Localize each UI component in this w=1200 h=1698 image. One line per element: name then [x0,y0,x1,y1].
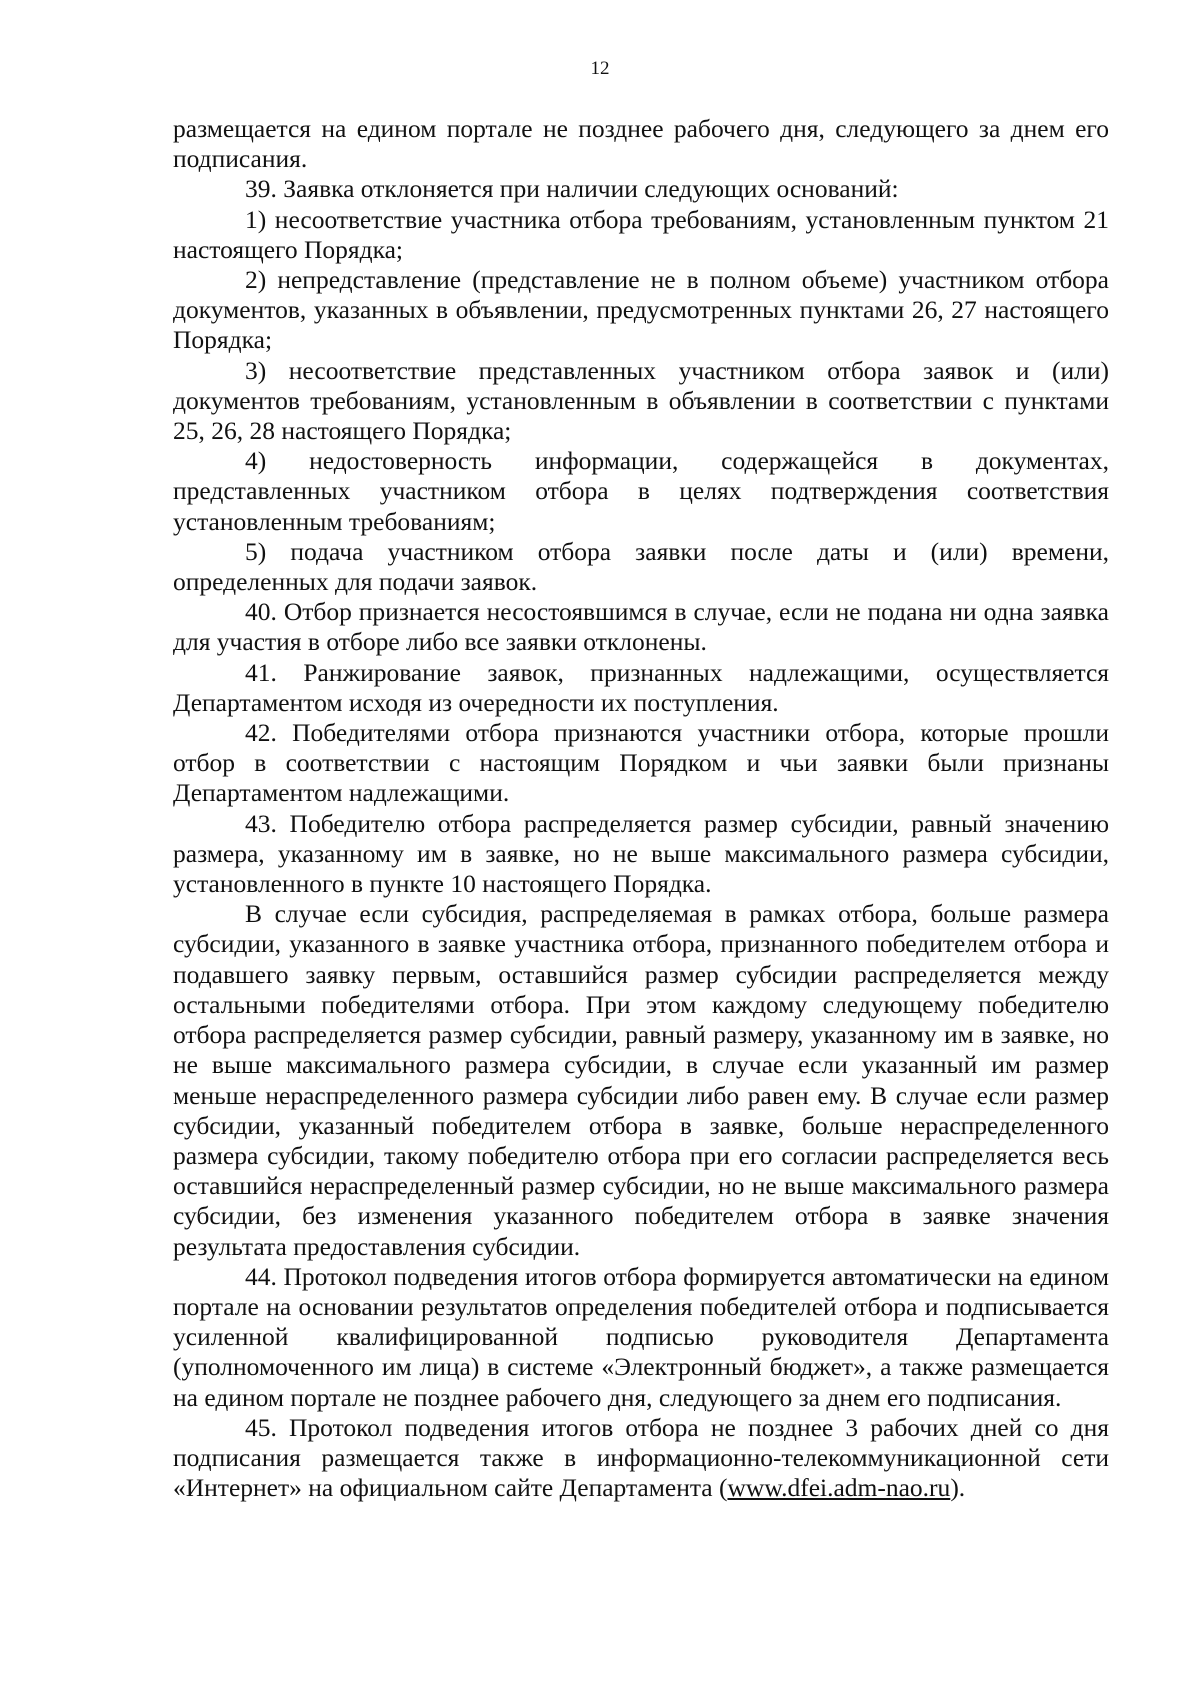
paragraph-45-text: 45. Протокол подведения итогов отбора не позднее 3 рабочих дней со дня подписания размещается также в информационно-телекоммуникационной сети «Интернет» на официальном сайте Департамента ( [173,1412,1109,1503]
page-number: 12 [590,58,610,79]
paragraph-39-item-2: 2) непредставление (представление не в полном объеме) участником отбора документов, указанных в объявлении, предусмотренных пунктами 26, 27 настоящего Порядка; [173,265,1109,355]
paragraph-39: 39. Заявка отклоняется при наличии следующих оснований: [245,174,899,204]
paragraph-42: 42. Победителями отбора признаются участники отбора, которые прошли отбор в соответствии с настоящим Порядком и чьи заявки были признаны Департаментом надлежащими. [173,718,1109,808]
paragraph-43: 43. Победителю отбора распределяется размер субсидии, равный значению размера, указанному им в заявке, но не выше максимального размера субсидии, установленного в пункте 10 настоящего Порядка. [173,808,1109,899]
paragraph-45-ending: ). [950,1473,966,1503]
paragraph-continuation: размещается на едином портале не позднее рабочего дня, следующего за днем его подписания. [173,114,1109,174]
paragraph-45 [173,1413,1109,1504]
paragraph-39-item-4: 4) недостоверность информации, содержащейся в документах, представленных участником отбора в целях подтверждения соответствия установленным требованиям; [173,446,1109,536]
document-body [173,114,1109,1503]
paragraph-39-item-5: 5) подача участником отбора заявки после даты и (или) времени, определенных для подачи заявок. [173,536,1109,597]
paragraph-39-item-1: 1) несоответствие участника отбора требованиям, установленным пунктом 21 настоящего Порядка; [173,204,1109,264]
paragraph-44: 44. Протокол подведения итогов отбора формируется автоматически на едином портале на основании результатов определения победителей отбора и подписывается усиленной квалифицированной подписью руководителя Департамента (уполномоченного им лица) в системе «Электронный бюджет», а также размещается на едином портале не позднее рабочего дня, следующего за днем его подписания. [173,1261,1109,1412]
paragraph-39-item-3: 3) несоответствие представленных участником отбора заявок и (или) документов требованиям, установленным в объявлении в соответствии с пунктами 25, 26, 28 настоящего Порядка; [173,355,1109,446]
paragraph-40: 40. Отбор признается несостоявшимся в случае, если не подана ни одна заявка для участия в отборе либо все заявки отклонены. [173,597,1109,657]
department-website-link[interactable]: www.dfei.adm-nao.ru [727,1473,951,1503]
paragraph-41: 41. Ранжирование заявок, признанных надлежащими, осуществляется Департаментом исходя из очередности их поступления. [173,657,1109,717]
paragraph-43-continued: В случае если субсидия, распределяемая в рамках отбора, больше размера субсидии, указанного в заявке участника отбора, признанного победителем отбора и подавшего заявку первым, оставшийся размер субсидии распределяется между остальными победителями отбора. При этом каждому следующему победителю отбора распределяется размер субсидии, равный размеру, указанному им в заявке, но не выше максимального размера субсидии, в случае если указанный им размер меньше нераспределенного размера субсидии либо равен ему. В случае если размер субсидии, указанный победителем отбора в заявке, больше нераспределенного размера субсидии, такому победителю отбора при его согласии распределяется весь оставшийся нераспределенный размер субсидии, но не выше максимального размера субсидии, без изменения указанного победителем отбора в заявке значения результата предоставления субсидии. [173,899,1109,1261]
